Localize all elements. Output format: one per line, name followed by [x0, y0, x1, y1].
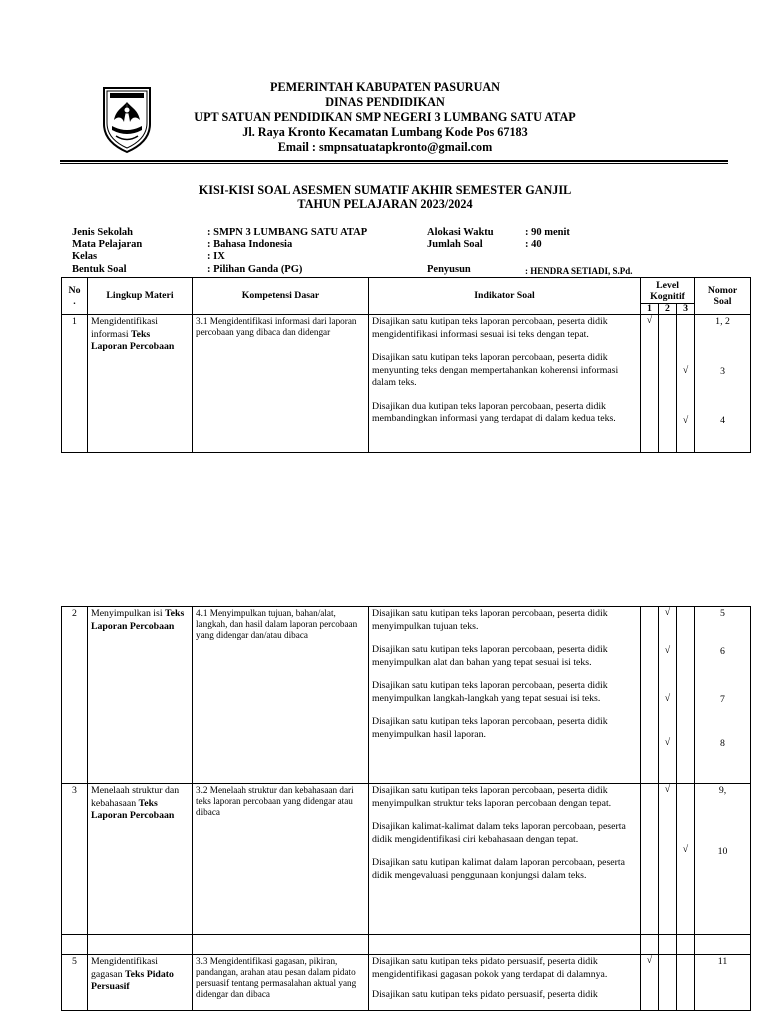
document-meta	[0, 0, 768, 280]
indikator-item: Disajikan satu kutipan teks laporan percobaan, peserta didik menyimpulkan alat dan bahan yang tepat sesuai isi teks.	[372, 644, 608, 668]
header-nomor-line-2: Soal	[713, 296, 732, 307]
indikator-item: Disajikan satu kutipan teks laporan percobaan, peserta didik mengidentifikasi informasi sesuai isi teks dengan tepat.	[372, 316, 608, 340]
kelas-value: : IX	[207, 251, 225, 262]
letterhead-line-2: DINAS PENDIDIKAN	[325, 95, 445, 109]
check-mark: √	[664, 736, 671, 748]
nomor-soal: 10	[717, 845, 728, 857]
level-2-cell	[659, 315, 677, 453]
nomor-soal: 3	[720, 365, 725, 377]
check-mark: √	[664, 644, 671, 656]
check-mark: √	[646, 315, 653, 326]
header-nomor-line-1: Nomor	[707, 285, 738, 296]
level-1-cell	[641, 607, 659, 784]
bentuk-soal-value: : Pilihan Ganda (PG)	[207, 264, 303, 275]
lingkup-materi-text: Menyimpulkan isi	[91, 608, 166, 619]
penyusun-label: Penyusun	[427, 264, 471, 275]
level-2-cell	[659, 607, 677, 784]
nomor-soal: 9,	[718, 785, 727, 796]
empty-cell	[641, 935, 659, 955]
header-nomor-soal	[695, 278, 751, 315]
header-level-2: 2	[659, 304, 677, 315]
nomor-soal: 8	[720, 737, 725, 749]
letterhead-line-4: Jl. Raya Kronto Kecamatan Lumbang Kode Pos 67183	[242, 125, 528, 139]
lingkup-materi-cell	[88, 784, 193, 935]
check-mark: √	[682, 365, 689, 376]
empty-cell	[88, 935, 193, 955]
nomor-soal: 5	[720, 608, 725, 619]
nomor-soal: 6	[720, 645, 725, 657]
lingkup-materi-text: Menelaah struktur dan kebahasaan	[91, 785, 180, 809]
row-number: 5	[62, 955, 88, 1011]
lingkup-materi-text: Mengidentifikasi gagasan	[91, 956, 158, 980]
indikator-item: Disajikan satu kutipan teks laporan percobaan, peserta didik menyunting teks dengan mempertahankan koherensi informasi dalam teks.	[372, 352, 619, 388]
level-1-cell	[641, 784, 659, 935]
jumlah-soal-value: : 40	[525, 239, 542, 250]
jenis-sekolah-label: Jenis Sekolah	[72, 227, 133, 238]
kompetensi-dasar-cell: 3.3 Mengidentifikasi gagasan, pikiran, pandangan, arahan atau pesan dalam pidato persuasif tentang permasalahan aktual yang didengar dan dibaca	[193, 955, 369, 1011]
nomor-soal-cell	[695, 607, 751, 784]
empty-cell	[369, 935, 641, 955]
row-number: 2	[62, 607, 88, 784]
table-row	[62, 784, 751, 935]
check-mark: √	[646, 955, 653, 966]
kompetensi-dasar-cell: 3.1 Mengidentifikasi informasi dari laporan percobaan yang dibaca dan didengar	[193, 315, 369, 453]
level-3-cell	[677, 315, 695, 453]
header-kompetensi-dasar: Kompetensi Dasar	[193, 278, 369, 315]
alokasi-waktu-value: : 90 menit	[525, 227, 570, 238]
nomor-soal: 11	[717, 956, 728, 967]
indikator-cell	[369, 607, 641, 784]
indikator-item: Disajikan satu kutipan teks laporan percobaan, peserta didik menyimpulkan struktur teks laporan percobaan dengan tepat.	[372, 785, 612, 809]
level-1-cell	[641, 955, 659, 1011]
level-3-cell	[677, 607, 695, 784]
alokasi-waktu-label: Alokasi Waktu	[427, 227, 494, 238]
table-row	[62, 607, 751, 784]
jumlah-soal-label: Jumlah Soal	[427, 239, 483, 250]
letterhead-email: Email : smpnsatuatapkronto@gmail.com	[277, 140, 493, 154]
header-no	[62, 278, 88, 315]
indikator-item: Disajikan satu kutipan kalimat dalam laporan percobaan, peserta didik mengevaluasi penggunaan konjungsi dalam teks.	[372, 857, 625, 881]
check-mark: √	[664, 693, 671, 704]
header-indikator-soal: Indikator Soal	[369, 278, 641, 315]
empty-cell	[659, 935, 677, 955]
indikator-cell	[369, 955, 641, 1011]
indikator-item: Disajikan satu kutipan teks laporan percobaan, peserta didik menyimpulkan langkah-langkah yang tepat sesuai isi teks.	[372, 680, 608, 704]
lingkup-materi-bold: Teks Laporan Percobaan	[91, 608, 185, 632]
header-no-line-2: .	[73, 296, 76, 307]
jenis-sekolah-value: : SMPN 3 LUMBANG SATU ATAP	[207, 227, 368, 238]
check-mark: √	[664, 784, 671, 795]
indikator-item: Disajikan satu kutipan teks laporan percobaan, peserta didik menyimpulkan hasil laporan.	[372, 716, 608, 740]
indikator-item: Disajikan satu kutipan teks laporan percobaan, peserta didik menyimpulkan tujuan teks.	[372, 608, 608, 632]
indikator-item: Disajikan satu kutipan teks pidato persuasif, peserta didik mengidentifikasi gagasan pokok yang terdapat di dalamnya.	[372, 956, 608, 980]
indikator-item: Disajikan dua kutipan teks laporan percobaan, peserta didik membandingkan informasi yang terdapat di dalam kedua teks.	[372, 400, 616, 424]
nomor-soal: 4	[720, 415, 725, 426]
lingkup-materi-text: Mengidentifikasi informasi	[91, 316, 158, 340]
lingkup-materi-bold: Teks Laporan Percobaan	[91, 328, 175, 352]
lingkup-materi-bold: Teks Pidato Persuasif	[91, 968, 174, 992]
indikator-item: Disajikan kalimat-kalimat dalam teks laporan percobaan, peserta didik mengidentifikasi ciri kebahasaan dengan tepat.	[372, 821, 626, 845]
indikator-cell	[369, 315, 641, 453]
level-2-cell	[659, 955, 677, 1011]
header-level-line-2: Kognitif	[650, 290, 685, 302]
lingkup-materi-bold: Teks Laporan Percobaan	[91, 797, 175, 821]
nomor-soal-cell	[695, 784, 751, 935]
level-3-cell	[677, 784, 695, 935]
empty-cell	[62, 935, 88, 955]
lingkup-materi-cell	[88, 315, 193, 453]
level-1-cell	[641, 315, 659, 453]
lingkup-materi-cell	[88, 955, 193, 1011]
indikator-cell	[369, 784, 641, 935]
level-2-cell	[659, 784, 677, 935]
nomor-soal-cell	[695, 315, 751, 453]
document-title-line-1: KISI-KISI SOAL ASESMEN SUMATIF AKHIR SEMESTER GANJIL	[198, 183, 572, 197]
table-row-empty	[62, 935, 751, 955]
row-number: 3	[62, 784, 88, 935]
check-mark: √	[682, 844, 689, 855]
kelas-label: Kelas	[72, 251, 98, 262]
header-level-3: 3	[677, 304, 695, 315]
empty-cell	[695, 935, 751, 955]
nomor-soal: 1, 2	[715, 316, 730, 327]
bentuk-soal-label: Bentuk Soal	[72, 264, 127, 275]
document-title-line-2: TAHUN PELAJARAN 2023/2024	[297, 197, 473, 211]
penyusun-value: : HENDRA SETIADI, S.Pd.	[525, 266, 633, 276]
letterhead-line-3: UPT SATUAN PENDIDIKAN SMP NEGERI 3 LUMBANG SATU ATAP	[194, 110, 576, 124]
nomor-soal-cell	[695, 955, 751, 1011]
mata-pelajaran-label: Mata Pelajaran	[72, 239, 143, 250]
header-level-kognitif	[641, 278, 695, 304]
empty-cell	[193, 935, 369, 955]
kompetensi-dasar-cell: 3.2 Menelaah struktur dan kebahasaan dari teks laporan percobaan yang didengar atau dibaca	[193, 784, 369, 935]
table-row	[62, 315, 751, 453]
mata-pelajaran-value: : Bahasa Indonesia	[207, 239, 293, 250]
kisi-kisi-table-page-2	[61, 606, 751, 1011]
header-no-line-1: No	[68, 285, 81, 296]
check-mark: √	[664, 607, 671, 618]
row-number: 1	[62, 315, 88, 453]
nomor-soal: 7	[720, 694, 725, 705]
empty-cell	[677, 935, 695, 955]
table-row	[62, 955, 751, 1011]
level-3-cell	[677, 955, 695, 1011]
letterhead-line-1: PEMERINTAH KABUPATEN PASURUAN	[270, 80, 500, 94]
header-level-1: 1	[641, 304, 659, 315]
lingkup-materi-cell	[88, 607, 193, 784]
kompetensi-dasar-cell: 4.1 Menyimpulkan tujuan, bahan/alat, langkah, dan hasil dalam laporan percobaan yang didengar dan/atau dibaca	[193, 607, 369, 784]
indikator-item: Disajikan satu kutipan teks pidato persuasif, peserta didik	[372, 989, 598, 1000]
kisi-kisi-table-page-1	[61, 277, 751, 453]
header-level-line-1: Level	[656, 279, 679, 291]
check-mark: √	[682, 414, 689, 426]
header-lingkup-materi: Lingkup Materi	[88, 278, 193, 315]
